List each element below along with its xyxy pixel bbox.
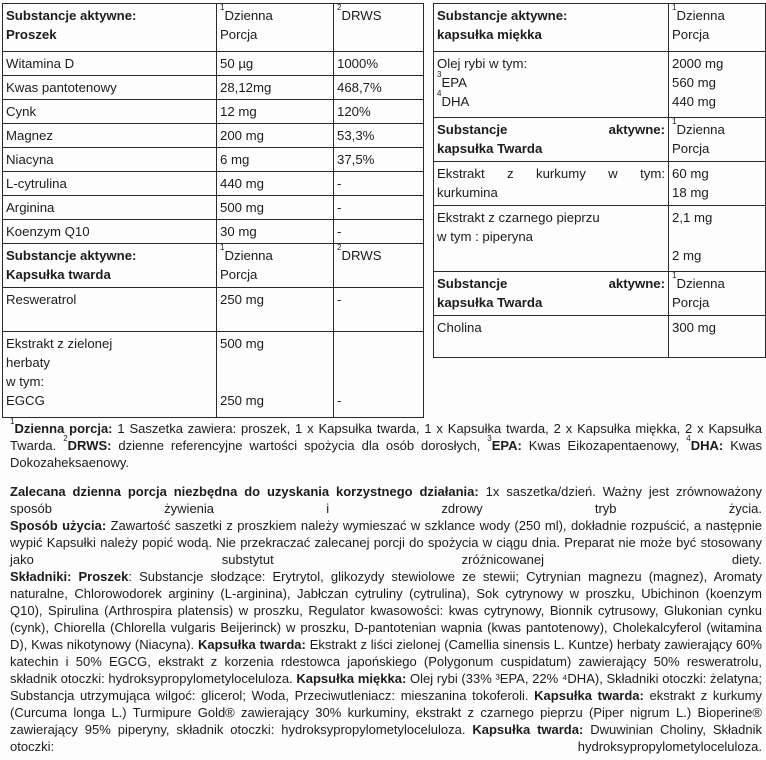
header-label: kapsułka Twarda [437,295,543,310]
footnote-marker: 1 [672,3,677,12]
footnote-label: DHA: [690,438,724,453]
ingredient-name: Koenzym Q10 [3,220,217,244]
right-header-row-3 [434,272,766,316]
left-header-portion-2 [217,244,334,288]
ingredient-name: Niacyna [3,148,217,172]
table-row [434,52,766,118]
table-row [3,332,424,418]
ingredient-dose: 30 mg [217,220,334,244]
name-line: EGCG [6,393,45,408]
table-row [3,288,424,332]
header-label: Porcja [672,27,710,42]
footnote-text: dzienne referencyjne wartości spożycia dla osób dorosłych, [111,438,488,453]
ingredient-dose: 440 mg [217,172,334,196]
ingredient-drws: 37,5% [334,148,424,172]
left-header-substances [3,4,217,52]
header-label: Kapsułka twarda [6,267,111,282]
footnote-marker: 1 [220,243,225,252]
dose-line: 18 mg [672,185,709,200]
ingredient-drws: 1000% [334,52,424,76]
header-label: Substancje aktywne: [6,248,137,263]
footnote-marker: 1 [672,117,677,126]
ingredient-name [3,332,217,418]
left-header-portion [217,4,334,52]
ingredient-drws: - [334,220,424,244]
left-header-substances-2 [3,244,217,288]
table-row [3,172,424,196]
name-line: Ekstrakt z zielonej [6,336,113,351]
dose-line: 560 mg [672,75,716,90]
right-header-portion-3 [669,272,766,316]
label-notes [10,417,763,755]
footnote-label: EPA: [491,438,522,453]
dose-line: 2,1 mg [672,210,713,225]
footnote-marker: 2 [337,243,342,252]
dose-line: 500 mg [220,336,264,351]
usage-label: Sposób użycia: [10,518,107,533]
ingredient-name: Cynk [3,100,217,124]
footnote-text: Kwas Dokozaheksaenowy. [10,438,762,470]
footnote-marker: 4 [437,89,442,98]
ingredient-name: Arginina [3,196,217,220]
table-row [3,124,424,148]
header-label: Substancje [437,276,508,291]
ingredient-dose [669,162,766,206]
ingredient-dose: 50 µg [217,52,334,76]
name-line: herbaty [6,355,50,370]
ingredient-dose [669,52,766,118]
dose-line: 440 mg [672,94,716,109]
ingredients-part-text: : Substancje słodzące: Erytrytol, glikozydy stewiolowe ze stewii; Cytrynian magnezu (magnez), Aromaty naturalne, Chlorowodorek argininy (L-arginina), Jabłczan cytruliny (cytrulina), Sok cytrynowy w proszku, Ubichinon (koenzym Q10), Spirulina (Arthrospira platensis) w proszku, Regulator kwasowości: kwas cytrynowy, Bionnik cytrusowy, Glukonian cynku (cynk), Chiorella (Chlorella vulgaris Beijerinck) w proszku, D-pantotenian wapnia (kwas pantotenowy), Cholekalcyferol (witamina D), Kwas nikotynowy (Niacyna). [10,569,762,652]
header-label: Dzienna [676,122,725,137]
header-label: kapsułka Twarda [437,141,543,156]
usage-text: Zawartość saszetki z proszkiem należy wymieszać w szklance wody (250 ml), dokładnie rozpuścić, a następnie wypić Kapsułki należy popić wodą. Nie przekraczać zalecanej porcji do spożycia w ciągu dnia. Preparat nie może być stosowany jako substytut zróżnicowanej diety. [10,518,762,567]
footnote-marker: 1 [672,271,677,280]
header-label: DRWS [341,8,382,23]
ingredient-drws: 53,3% [334,124,424,148]
ingredient-name: Magnez [3,124,217,148]
header-label: Porcja [220,27,258,42]
ingredients-paragraph [10,568,762,755]
ingredient-dose: 200 mg [217,124,334,148]
name-line: w tym : piperyna [437,229,534,244]
header-label: Porcja [672,295,710,310]
ingredient-name [434,52,669,118]
right-header-substances-3 [434,272,669,316]
ingredients-label: Składniki: [10,569,72,584]
header-label: Porcja [220,267,258,282]
footnote-marker: 3 [487,434,492,443]
table-row [3,196,424,220]
footnote-marker: 4 [686,434,691,443]
ingredient-name [434,162,669,206]
header-label: Substancje aktywne: [437,8,568,23]
dose-line: 250 mg [220,393,264,408]
table-row [434,162,766,206]
footnote-marker: 1 [10,417,15,426]
left-nutrition-table [2,3,424,418]
header-label: Dzienna [676,8,725,23]
right-header-row [434,4,766,52]
header-label: Dzienna [224,248,273,263]
header-label: DRWS [341,248,382,263]
ingredient-drws: - [334,288,424,332]
name-line: Olej rybi w tym: [437,56,528,71]
footnote-marker: 1 [220,3,225,12]
ingredient-name: Resweratrol [3,288,217,332]
footnote-text: 1 Saszetka zawiera: proszek, 1 x Kapsułka twarda, 1 x Kapsułka twarda, 2 x Kapsułka miękka, 2 x Kapsułka Twarda. [10,421,762,453]
ingredients-part-text: Ekstrakt z liści zielonej (Camellia sinensis L. Kuntze) herbaty zawierający 60% katechin i 50% EGCG, ekstrakt z korzenia rdestowca japońskiego (Polygonum cuspidatum) zawierający 50% resweratrolu, składnik otoczki: hydroksypropylometyloceluloza. [10,637,762,686]
name-line: Ekstrakt z czarnego pieprzu [437,210,600,225]
name-line: w tym: [6,374,45,389]
left-header-drws [334,4,424,52]
table-row [434,206,766,272]
dose-label: Zalecana dzienna porcja niezbędna do uzyskania korzystnego działania: [10,484,479,499]
ingredients-part-label: Kapsułka miękka: [296,671,407,686]
ingredients-part-text: Olej rybi (33% ³EPA, 22% ⁴DHA), Składniki otoczki: żelatyna; Substancja utrzymująca wilgoć: glicerol; Woda, Przeciwutleniacz: mieszanina tokoferoli. [10,671,762,703]
header-label: Substancje aktywne: [6,8,137,23]
header-label: Proszek [6,27,57,42]
ingredient-name: L-cytrulina [3,172,217,196]
ingredient-dose [669,206,766,272]
footnote-label: DRWS: [67,438,112,453]
header-label: kapsułka miękka [437,27,542,42]
name-line: kurkumina [437,185,498,200]
ingredients-part-label: Kapsułka twarda: [534,688,644,703]
ingredient-name [434,206,669,272]
right-header-substances [434,4,669,52]
right-header-row-2 [434,118,766,162]
table-row [3,100,424,124]
ingredient-dose: 300 mg [669,316,766,358]
dose-line: 2 mg [672,248,702,263]
left-header-row [3,4,424,52]
ingredient-name: Witamina D [3,52,217,76]
ingredient-dose: 250 mg [217,288,334,332]
footnote-label: Dzienna porcja: [14,421,113,436]
ingredient-name: Cholina [434,316,669,358]
ingredient-dose: 500 mg [217,196,334,220]
footnote-marker: 3 [437,70,442,79]
header-label: Dzienna [676,276,725,291]
right-header-substances-2 [434,118,669,162]
table-row [3,76,424,100]
ingredients-part-label: Kapsułka twarda: [472,722,584,737]
right-nutrition-table [433,3,766,358]
footnote-marker: 2 [337,3,342,12]
dose-line: 60 mg [672,166,709,181]
header-label: Substancje [437,122,508,137]
table-row [3,220,424,244]
footnote-text: Kwas Eikozapentaenowy, [521,438,687,453]
dose-line: 2000 mg [672,56,724,71]
ingredient-dose: 12 mg [217,100,334,124]
ingredients-part-text: ekstrakt z kurkumy (Curcuma longa L.) Turmipure Gold® zawierający 30% kurkuminy, ekstrakt z czarnego pieprzu (Piper nigrum L.) Bioperine® zawierający 95% piperyny, składnik otoczki: hydroksypropylometyloceluloza. [10,688,762,737]
dose-paragraph [10,483,762,517]
ingredient-drws: - [334,172,424,196]
left-header-row-2 [3,244,424,288]
ingredient-drws: 120% [334,100,424,124]
table-row [3,148,424,172]
ingredient-drws: 468,7% [334,76,424,100]
header-label: aktywne: [608,122,665,137]
header-label: Dzienna [224,8,273,23]
footnote-marker: 2 [63,434,68,443]
ingredient-dose [217,332,334,418]
header-label: aktywne: [608,276,665,291]
name-line: DHA [441,94,470,109]
drws-line: - [337,393,342,408]
header-label: Porcja [672,141,710,156]
ingredient-drws [334,332,424,418]
right-header-portion [669,4,766,52]
footnotes-paragraph [10,417,762,471]
ingredient-name: Kwas pantotenowy [3,76,217,100]
right-header-portion-2 [669,118,766,162]
usage-paragraph [10,517,762,568]
ingredient-drws: - [334,196,424,220]
left-header-drws-2 [334,244,424,288]
table-row [434,316,766,358]
ingredient-dose: 28,12mg [217,76,334,100]
name-line: EPA [441,75,467,90]
ingredient-dose: 6 mg [217,148,334,172]
table-row [3,52,424,76]
dose-text: 1x saszetka/dzień. Ważny jest zrównoważony sposób żywienia i zdrowy tryb życia. [10,484,763,516]
ingredients-part-text: Dwuwinian Choliny, Składnik otoczki: hydroksypropylometyloceluloza. [10,722,762,754]
ingredients-part-label: Proszek [78,569,129,584]
name-line: Ekstrakt z kurkumy w tym: [437,166,665,181]
ingredients-part-label: Kapsułka twarda: [197,637,306,652]
